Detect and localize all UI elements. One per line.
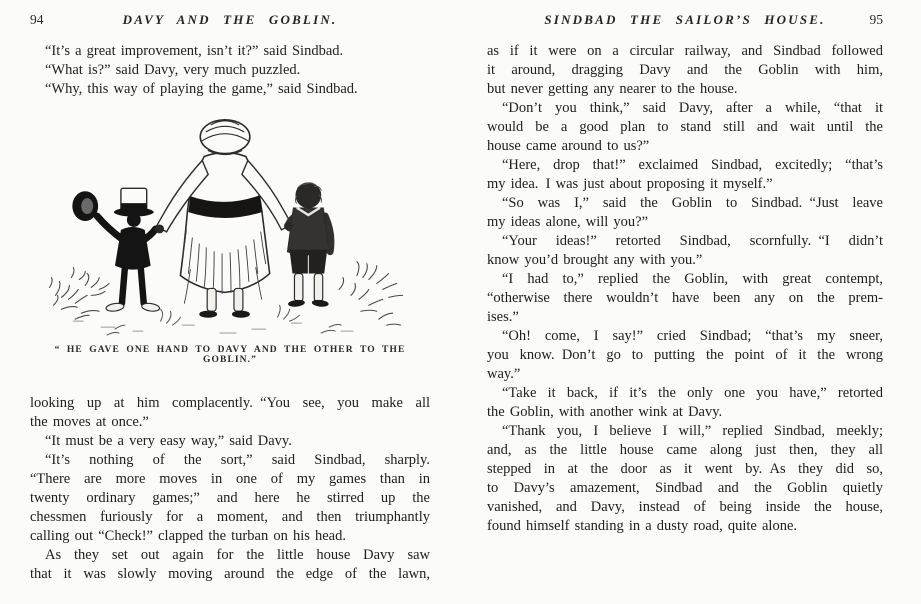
illustration-drawing [40,101,420,339]
text-line: “It’s nothing of the sort,” said Sindbad, sharply. [45,452,430,468]
page-95 [487,12,883,536]
text-line: found himself standing in a dusty road, quite alone. [487,518,798,534]
figure-goblin [72,188,160,312]
text-line: but never getting any nearer to the house. [487,81,738,97]
text-line: vanished, and Davy, instead of being inside the house, [487,499,883,515]
right-page-text-block [487,42,883,536]
page-number: 94 [30,12,44,27]
text-line: “I had to,” replied the Goblin, with great contempt, [502,271,883,287]
text-line: “Why, this way of playing the game,” said Sindbad. [45,81,358,97]
text-line: as if it were on a circular railway, and Sindbad followed [487,43,883,59]
text-line: As they set out again for the little house Davy saw [45,547,430,563]
text-line: “Take it back, if it’s the only one you have,” retorted [502,385,883,401]
text-line: that it was slowly moving around the edge of the lawn, [30,566,430,582]
running-title: SINDBAD THE SAILOR’S HOUSE. [544,12,826,27]
right-page-header [487,12,883,29]
text-line: “Oh! come, I say!” cried Sindbad; “that’s my sneer, [502,328,883,344]
text-line: twenty ordinary games;” and here he stirred up the [30,490,430,506]
text-line: calling out “Check!” clapped the turban on his head. [30,528,346,544]
text-line: “So was I,” said the Goblin to Sindbad. “Just leave [502,195,883,211]
text-line: the Goblin, with another wink at Davy. [487,404,723,420]
figure-davy [288,182,331,307]
text-line: “There are more moves in one of my games than in [30,471,430,487]
page-94 [30,12,430,584]
text-line: “Thank you, I believe I will,” replied Sindbad, meekly; [502,423,883,439]
running-title: DAVY AND THE GOBLIN. [122,12,338,27]
left-page-text-block [30,394,430,584]
left-page-header [30,12,430,29]
text-line: ises.” [487,309,519,325]
text-line: would be a good plan to stand still and wait until the [487,119,883,135]
text-line: to Davy’s amazement, Sindbad and the Goblin quietly [487,480,883,496]
text-line: “otherwise there wouldn’t have been any on the prem- [487,290,883,306]
text-line: my ideas alone, will you?” [487,214,649,230]
text-line: my idea. I was just about proposing it myself.” [487,176,773,192]
text-line: “It must be a very easy way,” said Davy. [45,433,292,449]
page-number: 95 [869,12,883,27]
text-line: stepped in at the door as it went by. As they did so, [487,461,883,477]
text-line: looking up at him complacently. “You see, you make all [30,395,430,411]
illustration-caption: “ HE GAVE ONE HAND TO DAVY AND THE OTHER TO THE GOBLIN.” [54,345,406,365]
text-line: “Don’t you think,” said Davy, after a while, “that it [502,100,883,116]
text-line: the moves at once.” [30,414,149,430]
illustration-sindbad-davy-goblin [30,101,430,341]
text-line: “Your ideas!” retorted Sindbad, scornfully. “I didn’t [502,233,883,249]
text-line: “It’s a great improvement, isn’t it?” said Sindbad. [45,43,344,59]
joined-hands-left [155,224,164,233]
text-line: house came around to us?” [487,138,650,154]
figure-sindbad [157,120,292,318]
joined-hands-right [284,221,293,230]
text-line: you know. Don’t go to putting the point of it the wrong [487,347,883,363]
text-line: “What is?” said Davy, very much puzzled. [45,62,301,78]
text-line: way.” [487,366,521,382]
text-line: chessmen furiously for a moment, and then triumphantly [30,509,430,525]
text-line: and, as the little house came along just then, they all [487,442,883,458]
text-line: it around, dragging Davy and the Goblin with him, [487,62,883,78]
text-line: “Here, drop that!” exclaimed Sindbad, excitedly; “that’s [502,157,883,173]
text-line: know you’d brought any with you.” [487,252,703,268]
